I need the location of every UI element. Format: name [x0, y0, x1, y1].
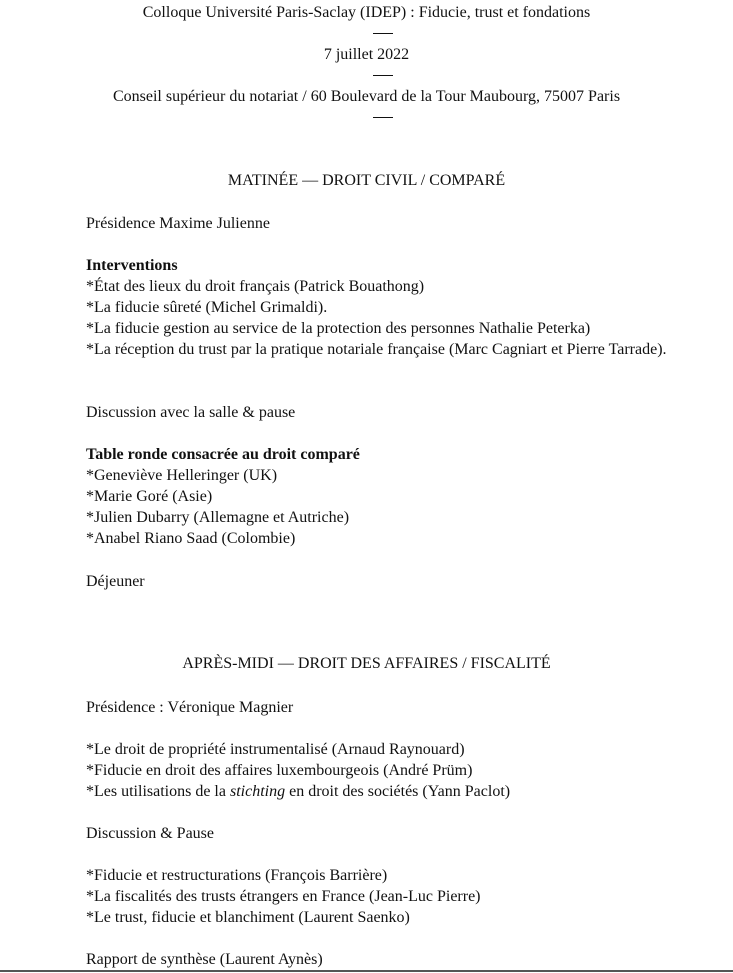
synthesis-report: Rapport de synthèse (Laurent Aynès)	[86, 951, 323, 968]
bottom-rule	[0, 970, 733, 972]
morning-heading: MATINÉE — DROIT CIVIL / COMPARÉ	[227, 172, 506, 189]
list-item	[86, 781, 706, 802]
list-item: *Anabel Riano Saad (Colombie)	[86, 530, 296, 547]
separator-dash	[373, 75, 393, 76]
morning-discussion: Discussion avec la salle & pause	[86, 404, 296, 421]
list-item: *Julien Dubarry (Allemagne et Autriche)	[86, 509, 350, 526]
list-item: *Fiducie en droit des affaires luxembourgeois (André Prüm)	[86, 762, 473, 779]
list-item-emphasis: stichting	[229, 783, 286, 800]
separator-dash	[373, 117, 393, 118]
afternoon-presidence: Présidence : Véronique Magnier	[86, 699, 294, 716]
afternoon-discussion: Discussion & Pause	[86, 825, 214, 842]
list-item: *Fiducie et restructurations (François Barrière)	[86, 867, 388, 884]
morning-presidence: Présidence Maxime Julienne	[86, 215, 270, 232]
list-item: *État des lieux du droit français (Patrick Bouathong)	[86, 278, 425, 295]
conference-title: Colloque Université Paris-Saclay (IDEP) : Fiducie, trust et fondations	[142, 4, 591, 21]
list-item: *La fiducie sûreté (Michel Grimaldi).	[86, 299, 328, 316]
conference-venue: Conseil supérieur du notariat / 60 Boulevard de la Tour Maubourg, 75007 Paris	[112, 88, 621, 105]
list-item-prefix: *Les utilisations de la	[86, 783, 230, 800]
list-item: *La réception du trust par la pratique notariale française (Marc Cagniart et Pierre Tarrade).	[86, 341, 667, 358]
roundtable-title: Table ronde consacrée au droit comparé	[86, 446, 360, 463]
list-item: *Geneviève Helleringer (UK)	[86, 467, 278, 484]
separator-dash	[373, 33, 393, 34]
interventions-title: Interventions	[86, 257, 178, 274]
list-item: *Le trust, fiducie et blanchiment (Laurent Saenko)	[86, 909, 410, 926]
conference-date: 7 juillet 2022	[323, 46, 410, 63]
list-item: *Marie Goré (Asie)	[86, 488, 213, 505]
list-item: *Le droit de propriété instrumentalisé (Arnaud Raynouard)	[86, 741, 465, 758]
list-item: *La fiducie gestion au service de la protection des personnes Nathalie Peterka)	[86, 320, 591, 337]
list-item-suffix: en droit des sociétés (Yann Paclot)	[285, 783, 511, 800]
list-item: *La fiscalités des trusts étrangers en France (Jean-Luc Pierre)	[86, 888, 481, 905]
lunch-label: Déjeuner	[86, 573, 145, 590]
afternoon-heading: APRÈS-MIDI — DROIT DES AFFAIRES / FISCALITÉ	[182, 655, 551, 672]
